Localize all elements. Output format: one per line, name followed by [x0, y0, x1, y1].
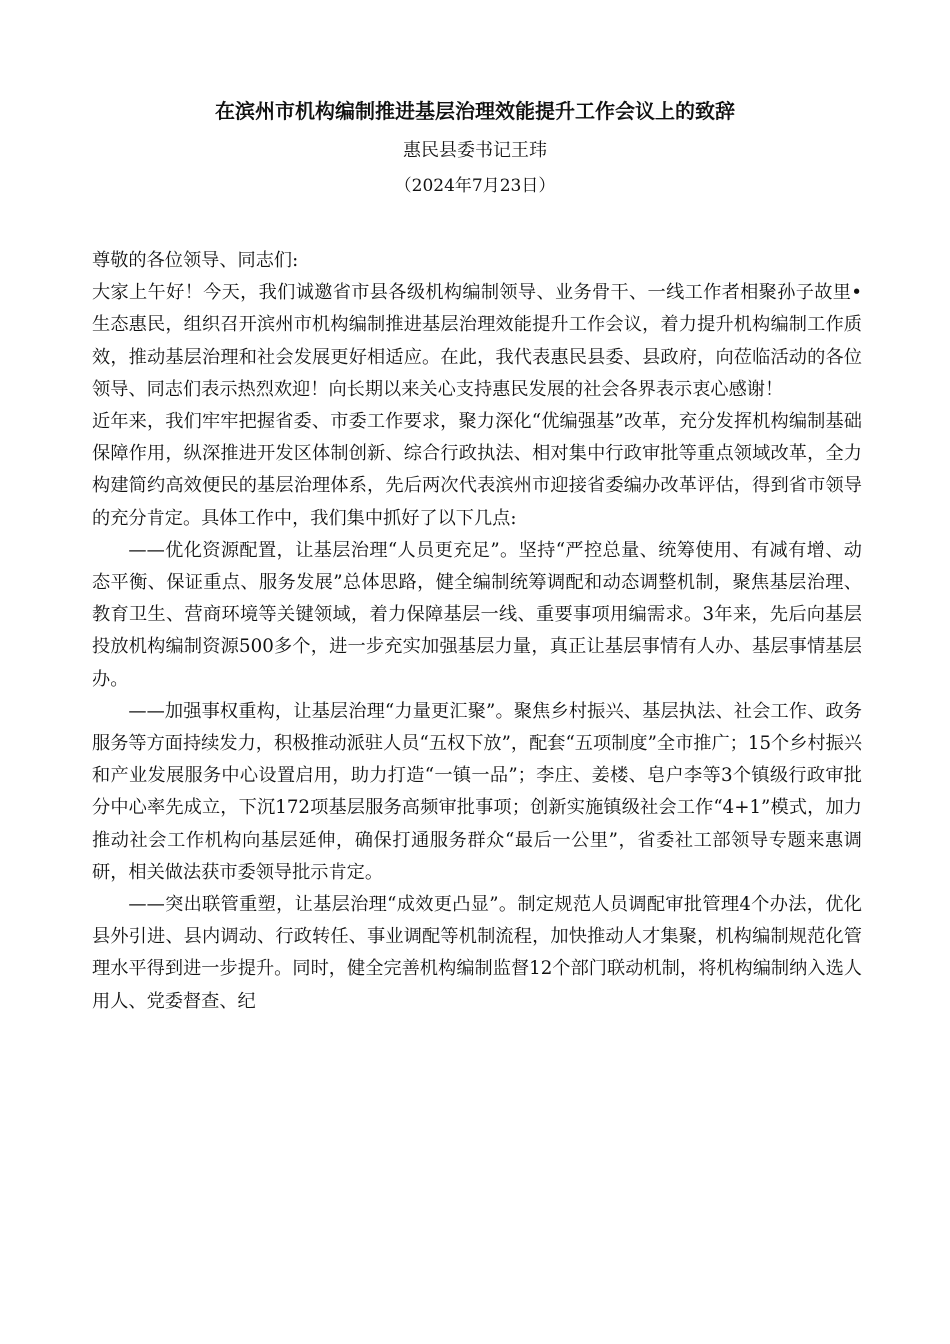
paragraph-joint-management: ——突出联管重塑，让基层治理“成效更凸显”。制定规范人员调配审批管理4个办法，优化县外引进、县内调动、行政转任、事业调配等机制流程，加快推动人才集聚，机构编制规范化管理水平得到进一步提升。同时，健全完善机构编制监督12个部门联动机制，将机构编制纳入选人用人、党委督查、纪 [92, 894, 862, 1012]
date-line: （2024年7月23日） [394, 176, 556, 196]
salutation: 尊敬的各位领导、同志们: [92, 250, 299, 271]
paragraph-resource-allocation: ——优化资源配置，让基层治理“人员更充足”。坚持“严控总量、统筹使用、有减有增、动态平衡、保证重点、服务发展”总体思路，健全编制统筹调配和动态调整机制，聚焦基层治理、教育卫生、营商环境等关键领域，着力保障基层一线、重要事项用编需求。3年来，先后向基层投放机构编制资源500多个，进一步充实加强基层力量，真正让基层事情有人办、基层事情基层办。 [92, 539, 862, 690]
paragraph-overview: 近年来，我们牢牢把握省委、市委工作要求，聚力深化“优编强基”改革，充分发挥机构编制基础保障作用，纵深推进开发区体制创新、综合行政执法、相对集中行政审批等重点领域改革，全力构建简约高效便民的基层治理体系，先后两次代表滨州市迎接省委编办改革评估，得到省市领导的充分肯定。具体工作中，我们集中抓好了以下几点: [92, 411, 862, 529]
paragraph-power-restructuring: ——加强事权重构，让基层治理“力量更汇聚”。聚焦乡村振兴、基层执法、社会工作、政务服务等方面持续发力，积极推动派驻人员“五权下放”，配套“五项制度”全市推广；15个乡村振兴和产业发展服务中心设置启用，助力打造“一镇一品”；李庄、姜楼、皂户李等3个镇级行政审批分中心率先成立，下沉172项基层服务高频审批事项；创新实施镇级社会工作“4+1”模式，加力推动社会工作机构向基层延伸，确保打通服务群众“最后一公里”，省委社工部领导专题来惠调研，相关做法获市委领导批示肯定。 [92, 700, 862, 883]
author-line: 惠民县委书记王玮 [403, 140, 547, 161]
paragraph-greeting: 大家上午好！今天，我们诚邀省市县各级机构编制领导、业务骨干、一线工作者相聚孙子故里•生态惠民，组织召开滨州市机构编制推进基层治理效能提升工作会议，着力提升机构编制工作质效，推动基层治理和社会发展更好相适应。在此，我代表惠民县委、县政府，向莅临活动的各位领导、同志们表示热烈欢迎！向长期以来关心支持惠民发展的社会各界表示衷心感谢！ [92, 282, 862, 400]
document-title: 在滨州市机构编制推进基层治理效能提升工作会议上的致辞 [215, 99, 735, 123]
document-body [92, 245, 862, 1018]
